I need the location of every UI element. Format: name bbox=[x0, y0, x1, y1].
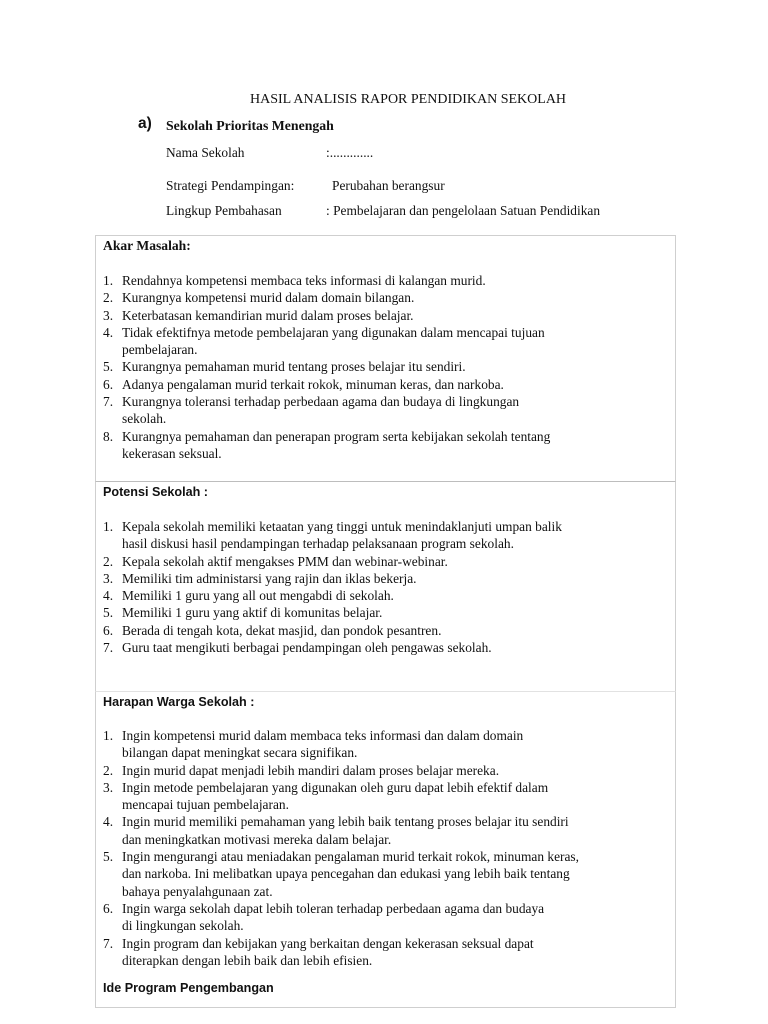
list-item-number: 2. bbox=[103, 553, 114, 569]
list-item bbox=[96, 813, 666, 848]
list-item bbox=[96, 622, 666, 639]
harapan-warga-box bbox=[95, 692, 676, 978]
list-item-number: 6. bbox=[103, 622, 114, 638]
list-item-number: 4. bbox=[103, 588, 114, 604]
list-item-text: Kepala sekolah memiliki ketaatan yang tinggi untuk menindaklanjuti umpan balik bbox=[122, 519, 562, 534]
list-item-text: Memiliki 1 guru yang all out mengabdi di sekolah. bbox=[122, 588, 394, 604]
list-item bbox=[96, 289, 666, 306]
list-item-number: 3. bbox=[103, 779, 114, 795]
akar-masalah-box bbox=[95, 235, 676, 482]
list-item-text: Kurangnya kompetensi murid dalam domain bilangan. bbox=[122, 290, 415, 306]
list-item-text: dan meningkatkan motivasi mereka dalam belajar. bbox=[122, 831, 392, 847]
list-item-text: Kurangnya pemahaman dan penerapan program serta kebijakan sekolah tentang bbox=[122, 428, 551, 444]
list-item bbox=[96, 272, 666, 289]
list-item-text: Ingin murid dapat menjadi lebih mandiri dalam proses belajar mereka. bbox=[122, 762, 500, 778]
list-item-number: 3. bbox=[103, 307, 114, 323]
list-item bbox=[96, 639, 666, 656]
list-item-number: 7. bbox=[103, 935, 114, 951]
list-item bbox=[96, 570, 666, 587]
list-item bbox=[96, 324, 666, 359]
list-item-text: mencapai tujuan pembelajaran. bbox=[122, 797, 289, 813]
list-item-number: 4. bbox=[103, 814, 114, 830]
list-item-text: kekerasan seksual. bbox=[122, 445, 222, 461]
list-item-text: Kepala sekolah aktif mengakses PMM dan webinar-webinar. bbox=[122, 553, 448, 569]
list-item bbox=[96, 358, 666, 375]
list-item bbox=[96, 848, 666, 900]
strategi-pendampingan-label: Strategi Pendampingan: bbox=[166, 178, 295, 193]
list-item-number: 3. bbox=[103, 570, 114, 586]
list-item bbox=[96, 762, 666, 779]
list-item bbox=[96, 779, 666, 814]
list-item-text: bilangan dapat meningkat secara signifikan. bbox=[122, 745, 358, 761]
list-item bbox=[96, 518, 666, 553]
list-item-text: Tidak efektifnya metode pembelajaran yang digunakan dalam mencapai tujuan bbox=[122, 324, 545, 340]
list-item-text: diterapkan dengan lebih baik dan lebih efisien. bbox=[122, 952, 373, 968]
list-item bbox=[96, 376, 666, 393]
list-item-number: 2. bbox=[103, 290, 114, 306]
document-title: HASIL ANALISIS RAPOR PENDIDIKAN SEKOLAH bbox=[250, 92, 567, 107]
list-item-text: Berada di tengah kota, dekat masjid, dan pondok pesantren. bbox=[122, 622, 442, 638]
ide-program-heading: Ide Program Pengembangan bbox=[103, 981, 274, 995]
list-item-text: Adanya pengalaman murid terkait rokok, minuman keras, dan narkoba. bbox=[122, 376, 504, 392]
list-item-text: Kurangnya pemahaman murid tentang proses belajar itu sendiri. bbox=[122, 359, 466, 375]
list-item-number: 1. bbox=[103, 273, 114, 288]
nama-sekolah-label: Nama Sekolah bbox=[166, 145, 245, 160]
list-item-number: 1. bbox=[103, 519, 114, 534]
lingkup-pembahasan-value: : Pembelajaran dan pengelolaan Satuan Pendidikan bbox=[326, 203, 601, 218]
potensi-sekolah-heading: Potensi Sekolah : bbox=[103, 485, 208, 499]
list-item-text: Kurangnya toleransi terhadap perbedaan agama dan budaya di lingkungan bbox=[122, 394, 520, 410]
akar-masalah-list bbox=[96, 272, 666, 462]
harapan-warga-list bbox=[96, 727, 666, 969]
list-item-text: Ingin kompetensi murid dalam membaca teks informasi dan dalam domain bbox=[122, 728, 524, 743]
list-item-number: 5. bbox=[103, 849, 114, 865]
list-item-number: 7. bbox=[103, 394, 114, 410]
list-item-number: 8. bbox=[103, 428, 114, 444]
nama-sekolah-value: :............. bbox=[326, 145, 374, 160]
list-item bbox=[96, 900, 666, 935]
list-item-text: di lingkungan sekolah. bbox=[122, 918, 244, 934]
list-item-text: Ingin murid memiliki pemahaman yang lebih baik tentang proses belajar itu sendiri bbox=[122, 814, 569, 830]
list-item bbox=[96, 587, 666, 604]
list-item-number: 5. bbox=[103, 359, 114, 375]
list-item bbox=[96, 307, 666, 324]
lingkup-pembahasan-label: Lingkup Pembahasan bbox=[166, 203, 282, 218]
list-item-number: 6. bbox=[103, 900, 114, 916]
list-item-text: Guru taat mengikuti berbagai pendampingan oleh pengawas sekolah. bbox=[122, 640, 492, 656]
akar-masalah-heading: Akar Masalah: bbox=[103, 238, 191, 253]
list-item-text: dan narkoba. Ini melibatkan upaya pencegahan dan edukasi yang lebih baik tentang bbox=[122, 866, 570, 882]
list-item-text: hasil diskusi hasil pendampingan terhadap pelaksanaan program sekolah. bbox=[122, 536, 514, 552]
strategi-pendampingan-value: Perubahan berangsur bbox=[332, 178, 445, 193]
list-item-text: sekolah. bbox=[122, 411, 167, 427]
list-item-text: Memiliki tim administarsi yang rajin dan iklas bekerja. bbox=[122, 570, 417, 586]
list-item-number: 5. bbox=[103, 605, 114, 621]
list-item-text: Rendahnya kompetensi membaca teks informasi di kalangan murid. bbox=[122, 273, 486, 288]
list-item-text: Memiliki 1 guru yang aktif di komunitas belajar. bbox=[122, 605, 383, 621]
list-item-number: 7. bbox=[103, 640, 114, 656]
list-item-number: 2. bbox=[103, 762, 114, 778]
list-item bbox=[96, 935, 666, 970]
ide-program-box bbox=[95, 978, 676, 1008]
list-item bbox=[96, 727, 666, 762]
list-item-number: 1. bbox=[103, 728, 114, 743]
section-marker: a) bbox=[138, 115, 152, 132]
list-item bbox=[96, 604, 666, 621]
list-item-text: Ingin mengurangi atau meniadakan pengalaman murid terkait rokok, minuman keras, bbox=[122, 849, 579, 865]
potensi-sekolah-box bbox=[95, 482, 676, 692]
list-item-text: Ingin warga sekolah dapat lebih toleran terhadap perbedaan agama dan budaya bbox=[122, 900, 545, 916]
harapan-warga-heading: Harapan Warga Sekolah : bbox=[103, 695, 255, 709]
list-item-number: 6. bbox=[103, 376, 114, 392]
list-item-text: Ingin metode pembelajaran yang digunakan oleh guru dapat lebih efektif dalam bbox=[122, 779, 549, 795]
list-item-text: pembelajaran. bbox=[122, 342, 198, 358]
potensi-sekolah-list bbox=[96, 518, 666, 656]
list-item bbox=[96, 393, 666, 428]
list-item-number: 4. bbox=[103, 324, 114, 340]
list-item bbox=[96, 553, 666, 570]
list-item-text: Keterbatasan kemandirian murid dalam proses belajar. bbox=[122, 307, 414, 323]
list-item bbox=[96, 428, 666, 463]
list-item-text: bahaya penyalahgunaan zat. bbox=[122, 883, 273, 899]
list-item-text: Ingin program dan kebijakan yang berkaitan dengan kekerasan seksual dapat bbox=[122, 935, 534, 951]
section-title: Sekolah Prioritas Menengah bbox=[166, 118, 334, 133]
